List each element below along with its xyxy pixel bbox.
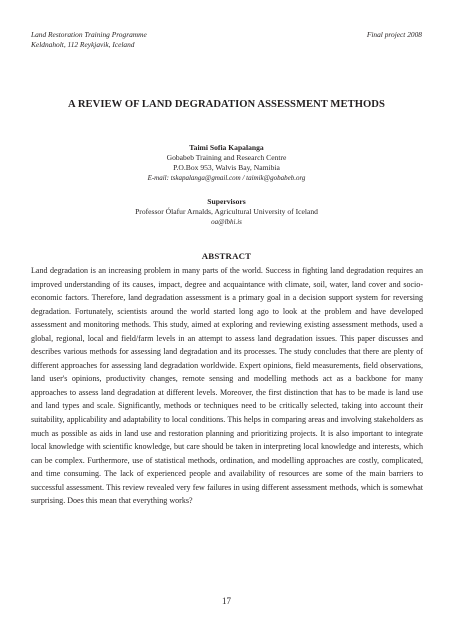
header-address: Keldnaholt, 112 Reykjavik, Iceland — [31, 39, 135, 49]
supervisors-label: Supervisors — [207, 197, 246, 206]
supervisors-block — [0, 197, 453, 227]
header-project: Final project 2008 — [366, 30, 422, 39]
author-address: P.O.Box 953, Walvis Bay, Namibia — [173, 163, 280, 172]
author-institution: Gobabeb Training and Research Centre — [166, 153, 287, 162]
paper-title: A REVIEW OF LAND DEGRADATION ASSESSMENT METHODS — [68, 99, 385, 110]
page-number: 17 — [222, 596, 231, 606]
author-name: Taimi Sofia Kapalanga — [189, 143, 264, 152]
supervisor-email: oa@lbhi.is — [211, 218, 242, 226]
abstract-heading: ABSTRACT — [201, 251, 252, 261]
page-header — [31, 30, 422, 49]
header-programme: Land Restoration Training Programme — [31, 30, 147, 39]
author-block — [0, 143, 453, 183]
abstract-text: Land degradation is an increasing problem in many parts of the world. Success in fighting land degradation requires an improved understanding of its causes, impact, degree and acquaintance with climate, soil, water, land cover and socio-economic factors. Therefore, land degradation assessment is a primary goal in a decision support system for reversing degradation. Fortunately, scientists around the world started long ago to look at the problem and have developed assessment and monitoring methods. This study, aimed at exploring and reviewing existing assessment methods, used a global, regional, local and field/farm levels in an attempt to assess land degradation issues. This paper discusses and describes various methods for assessing land degradation and its processes. The study concludes that there are plenty of different approaches for assessing land degradation worldwide. Expert opinions, field measurements, field observations, land user's opinions, productivity changes, remote sensing and modelling methods act as a backbone for many approaches to assess land degradation at different levels. Moreover, the first distinction that has to be made is land use and land types and scale. Significantly, methods or techniques need to be critically selected, taking into account their suitability, applicability and adaptability to local conditions. This helps in comparing areas and involving stakeholders as much as possible as aids in land use and restoration planning and prioritizing projects. It is also important to integrate local knowledge with scientific knowledge, but care should be taken in interpreting local knowledge and interests, which can be complex. Furthermore, use of statistical methods, ordination, and modelling approaches are costly, complicated, and time consuming. The lack of experienced people and availability of resources are some of the main barriers to successful assessment. This review revealed very few failures in using different assessment methods, which is somewhat surprising. Does this mean that everything works? — [31, 266, 423, 506]
supervisor-name: Professor Ólafur Arnalds, Agricultural University of Iceland — [135, 207, 318, 216]
author-email: E-mail: tskapalanga@gmail.com / taimik@gobabeb.org — [147, 174, 306, 182]
